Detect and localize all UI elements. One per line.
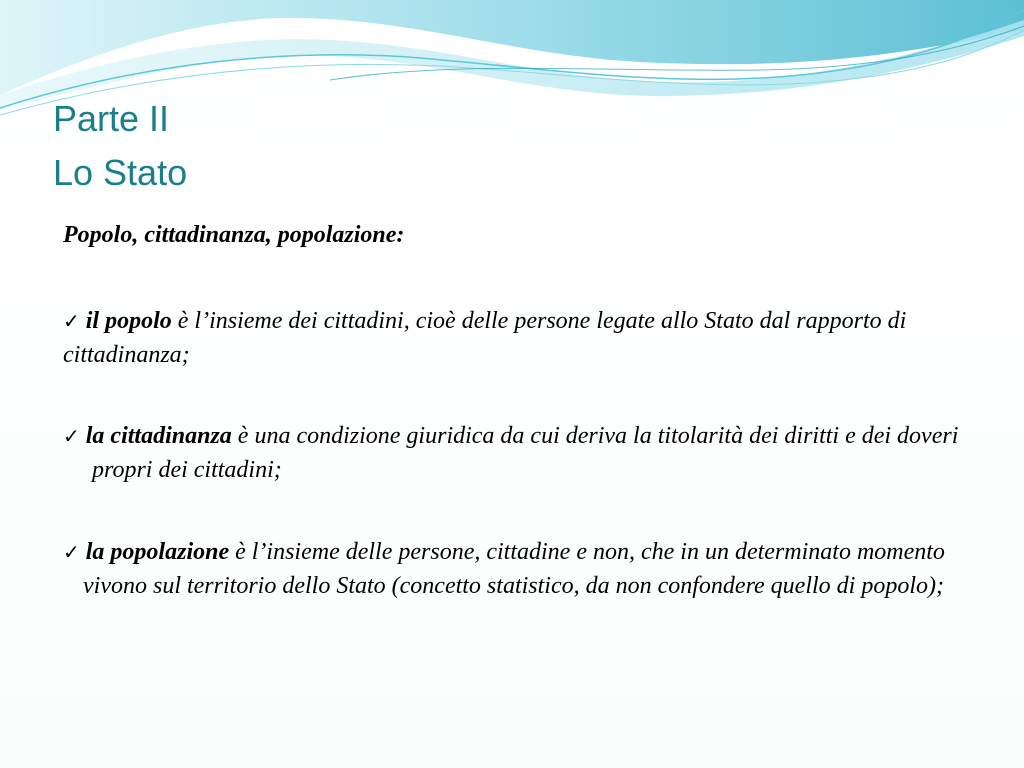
bullet-term: la cittadinanza <box>85 423 232 449</box>
bullet-text: è l’insieme delle persone, cittadine e non, che in un determinato momento vivono sul territorio dello Stato (concetto statistico, da non confondere quello di popolo); <box>83 539 945 599</box>
bullet-text: è una condizione giuridica da cui deriva la titolarità dei diritti e dei doveri propri dei cittadini; <box>92 423 959 483</box>
bullet-item-popolo <box>63 304 963 372</box>
slide-title <box>53 92 187 200</box>
bullet-text: è l’insieme dei cittadini, cioè delle persone legate allo Stato dal rapporto di cittadinanza; <box>63 308 907 368</box>
checkmark-icon: ✓ <box>63 540 80 564</box>
slide-title-line-1: Parte II <box>53 98 170 139</box>
bullet-term: la popolazione <box>85 539 230 565</box>
bullet-term: il popolo <box>85 308 172 334</box>
checkmark-icon: ✓ <box>63 309 80 333</box>
bullet-item-cittadinanza <box>63 419 963 487</box>
checkmark-icon: ✓ <box>63 424 80 448</box>
bullet-item-popolazione <box>63 535 983 603</box>
slide-title-line-2: Lo Stato <box>53 152 188 193</box>
section-heading: Popolo, cittadinanza, popolazione: <box>63 222 405 248</box>
